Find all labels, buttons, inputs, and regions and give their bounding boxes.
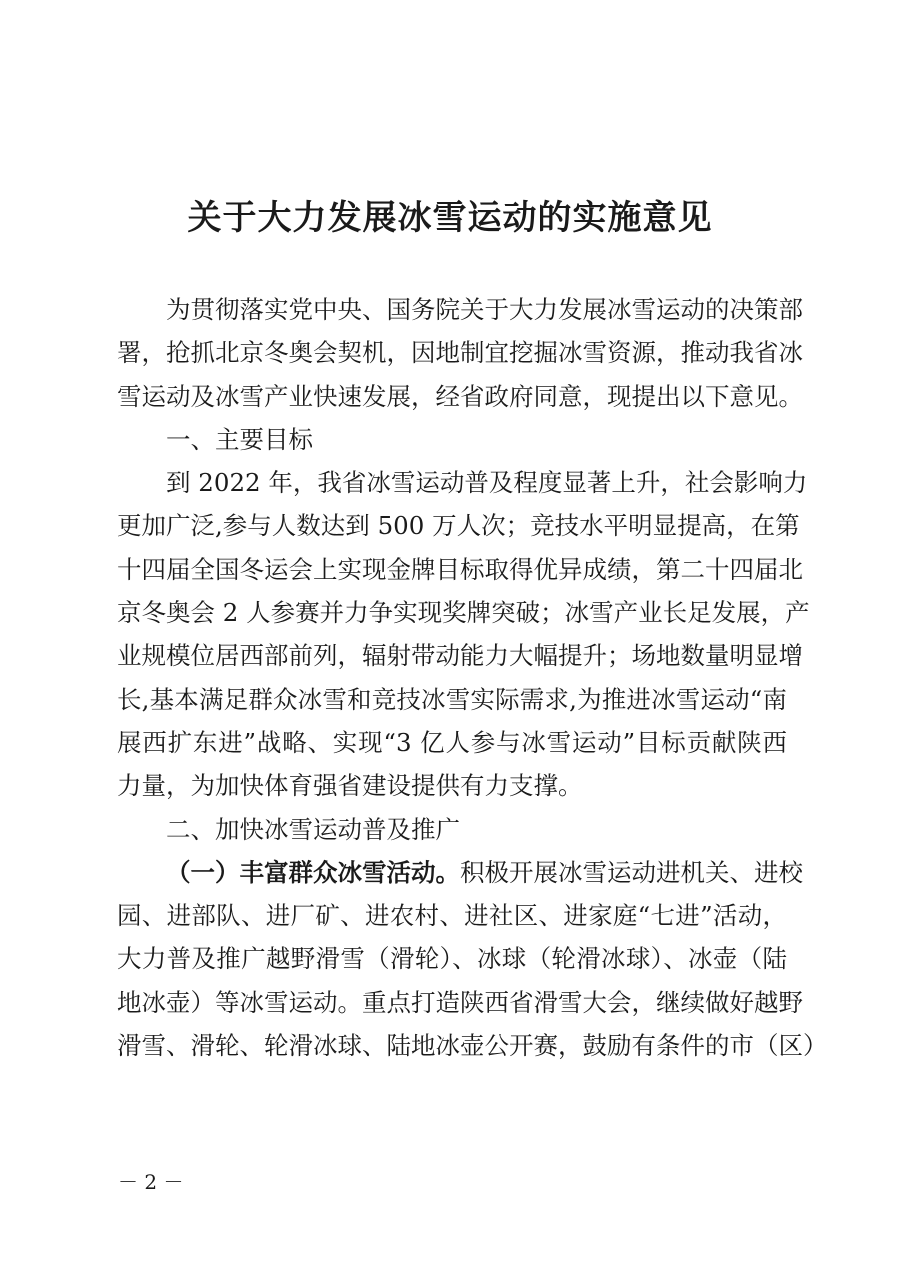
subsection1-first-line	[117, 851, 803, 894]
intro-line: 雪运动及冰雪产业快速发展，经省政府同意，现提出以下意见。	[117, 381, 803, 411]
intro-line: 署，抢抓北京冬奥会契机，因地制宜挖掘冰雪资源，推动我省冰	[117, 338, 803, 368]
subsection1-first-line-rest: 积极开展冰雪运动进机关、进校	[460, 857, 803, 887]
page-number: － 2 －	[118, 1170, 184, 1194]
section-heading-goals: 一、主要目标	[166, 424, 313, 454]
section1-line: 十四届全国冬运会上实现金牌目标取得优异成绩，第二十四届北	[117, 554, 803, 584]
subsection1-line: 大力普及推广越野滑雪（滑轮）、冰球（轮滑冰球）、冰壶（陆	[117, 944, 787, 974]
document-title: 关于大力发展冰雪运动的实施意见	[187, 198, 713, 238]
section1-line: 更加广泛,参与人数达到 500 万人次；竞技水平明显提高，在第	[117, 511, 800, 541]
subsection1-line: 滑雪、滑轮、轮滑冰球、陆地冰壶公开赛，鼓励有条件的市（区）	[117, 1031, 828, 1061]
section1-line: 力量，为加快体育强省建设提供有力支撑。	[117, 771, 583, 801]
subsection1-line: 地冰壶）等冰雪运动。重点打造陕西省滑雪大会，继续做好越野	[117, 987, 803, 1017]
section1-line: 长,基本满足群众冰雪和竞技冰雪实际需求,为推进冰雪运动“南	[117, 684, 787, 714]
section-heading-promotion: 二、加快冰雪运动普及推广	[166, 814, 460, 844]
intro-line: 为贯彻落实党中央、国务院关于大力发展冰雪运动的决策部	[166, 295, 803, 324]
section1-line: 到 2022 年，我省冰雪运动普及程度显著上升，社会影响力	[166, 468, 808, 498]
subsection1-lead: （一）丰富群众冰雪活动。	[166, 857, 460, 887]
section1-line: 展西扩东进”战略、实现“3 亿人参与冰雪运动”目标贡献陕西	[117, 727, 787, 757]
section1-line: 业规模位居西部前列，辐射带动能力大幅提升；场地数量明显增	[117, 641, 803, 671]
section1-line: 京冬奥会 2 人参赛并力争实现奖牌突破；冰雪产业长足发展，产	[117, 598, 810, 628]
subsection1-line: 园、进部队、进厂矿、进农村、进社区、进家庭“七进”活动，	[117, 901, 787, 931]
document-body	[117, 288, 828, 1067]
